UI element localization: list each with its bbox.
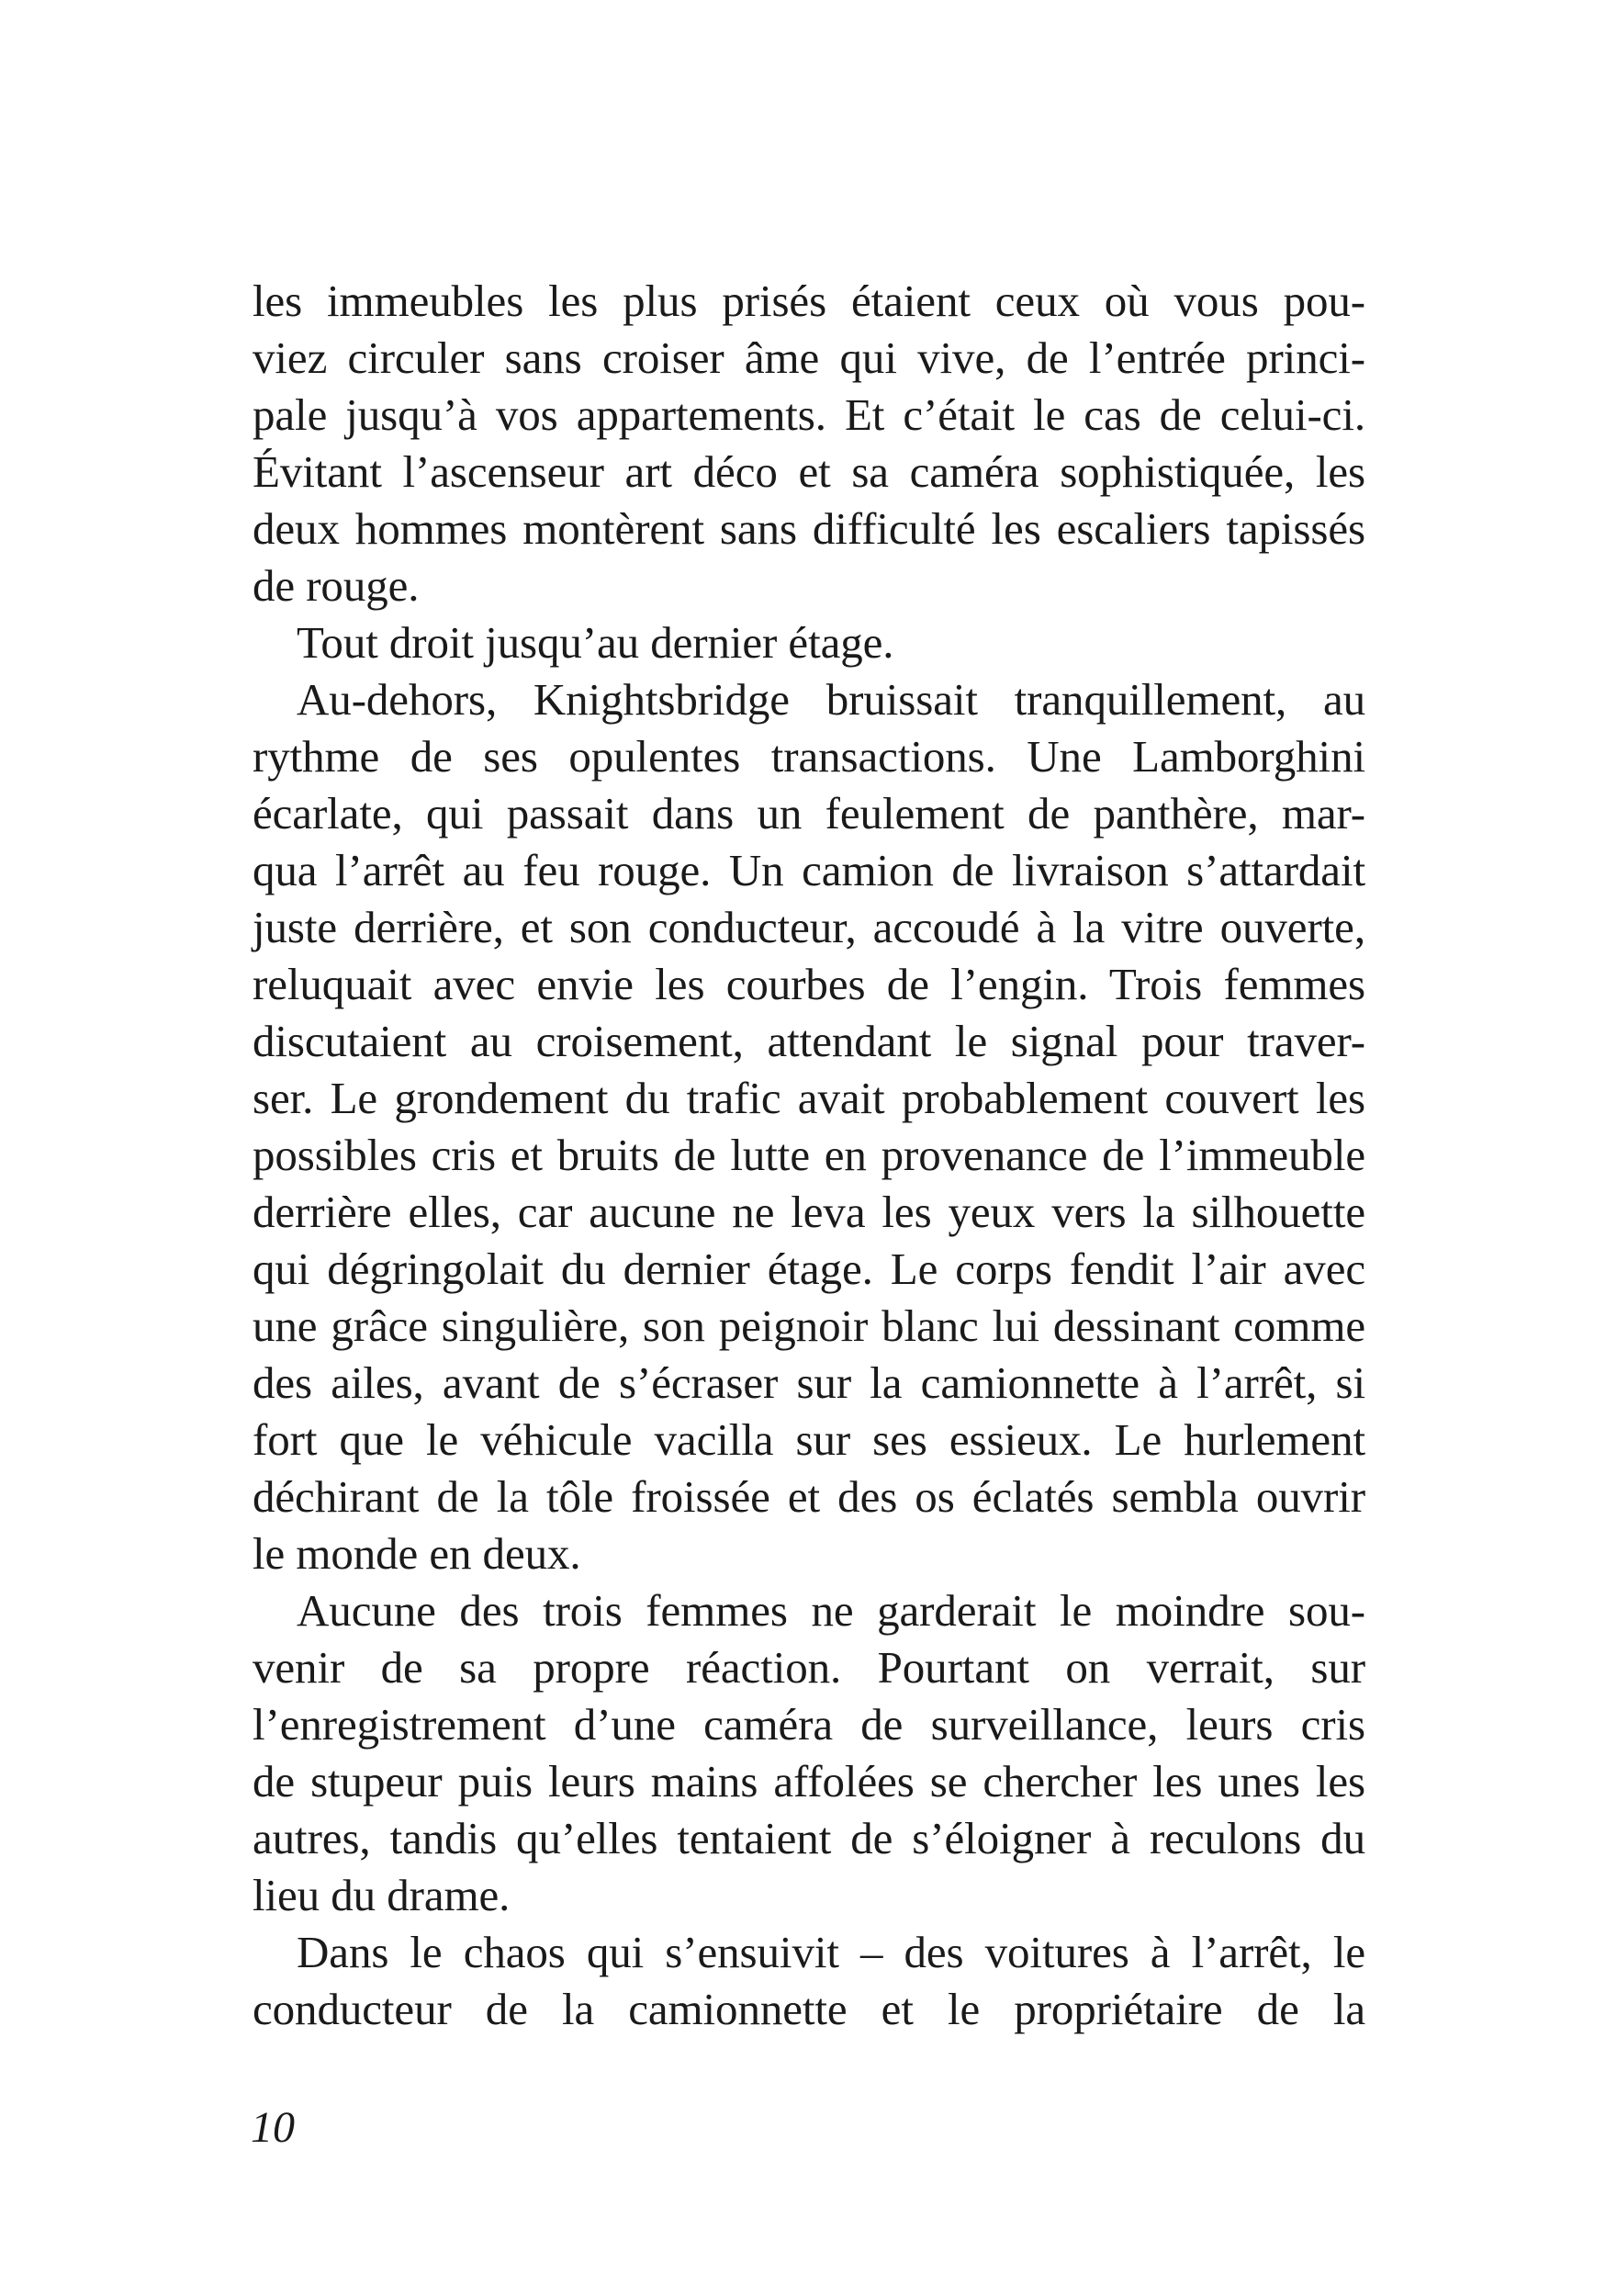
text-line: de stupeur puis leurs mains affolées se chercher les unes les [253, 1756, 1365, 1806]
text-line: viez circuler sans croiser âme qui vive, de l’entrée princi- [253, 332, 1365, 383]
text-line: les immeubles les plus prisés étaient ceux où vous pou- [253, 276, 1365, 326]
text-line: deux hommes montèrent sans difficulté les escaliers tapissés [253, 503, 1365, 554]
text-line: pale jusqu’à vos appartements. Et c’était le cas de celui-ci. [253, 389, 1365, 440]
text-line: Dans le chaos qui s’ensuivit – des voitures à l’arrêt, le [297, 1927, 1365, 1977]
text-line: Évitant l’ascenseur art déco et sa caméra sophistiquée, les [253, 446, 1365, 497]
text-line: conducteur de la camionnette et le propriétaire de la [253, 1984, 1365, 2034]
text-line: le monde en deux. [253, 1528, 581, 1579]
text-line: qui dégringolait du dernier étage. Le corps fendit l’air avec [253, 1244, 1365, 1294]
text-line: des ailes, avant de s’écraser sur la camionnette à l’arrêt, si [253, 1357, 1365, 1408]
text-line: Tout droit jusqu’au dernier étage. [297, 617, 894, 668]
text-line: lieu du drame. [253, 1870, 511, 1920]
text-line: juste derrière, et son conducteur, accoudé à la vitre ouverte, [253, 902, 1365, 952]
text-line: Aucune des trois femmes ne garderait le moindre sou- [297, 1585, 1365, 1636]
text-line: l’enregistrement d’une caméra de surveillance, leurs cris [253, 1699, 1365, 1750]
text-line: discutaient au croisement, attendant le signal pour traver- [253, 1016, 1365, 1066]
page-text-block [253, 273, 1365, 2038]
text-line: écarlate, qui passait dans un feulement de panthère, mar- [253, 788, 1365, 838]
text-line: déchirant de la tôle froissée et des os éclatés sembla ouvrir [253, 1471, 1365, 1522]
text-line: fort que le véhicule vacilla sur ses essieux. Le hurlement [253, 1414, 1365, 1465]
text-line: une grâce singulière, son peignoir blanc lui dessinant comme [253, 1300, 1365, 1351]
page-number: 10 [251, 2103, 295, 2152]
text-line: derrière elles, car aucune ne leva les yeux vers la silhouette [253, 1187, 1365, 1237]
text-line: venir de sa propre réaction. Pourtant on verrait, sur [253, 1642, 1365, 1693]
text-line: ser. Le grondement du trafic avait probablement couvert les [253, 1073, 1365, 1123]
text-line: de rouge. [253, 560, 420, 611]
text-line: Au-dehors, Knightsbridge bruissait tranquillement, au [297, 674, 1365, 725]
text-line: reluquait avec envie les courbes de l’engin. Trois femmes [253, 959, 1365, 1009]
text-line: possibles cris et bruits de lutte en provenance de l’immeuble [253, 1130, 1365, 1180]
text-line: qua l’arrêt au feu rouge. Un camion de livraison s’attardait [253, 845, 1365, 895]
text-line: autres, tandis qu’elles tentaient de s’éloigner à reculons du [253, 1813, 1365, 1863]
text-line: rythme de ses opulentes transactions. Une Lamborghini [253, 731, 1365, 782]
